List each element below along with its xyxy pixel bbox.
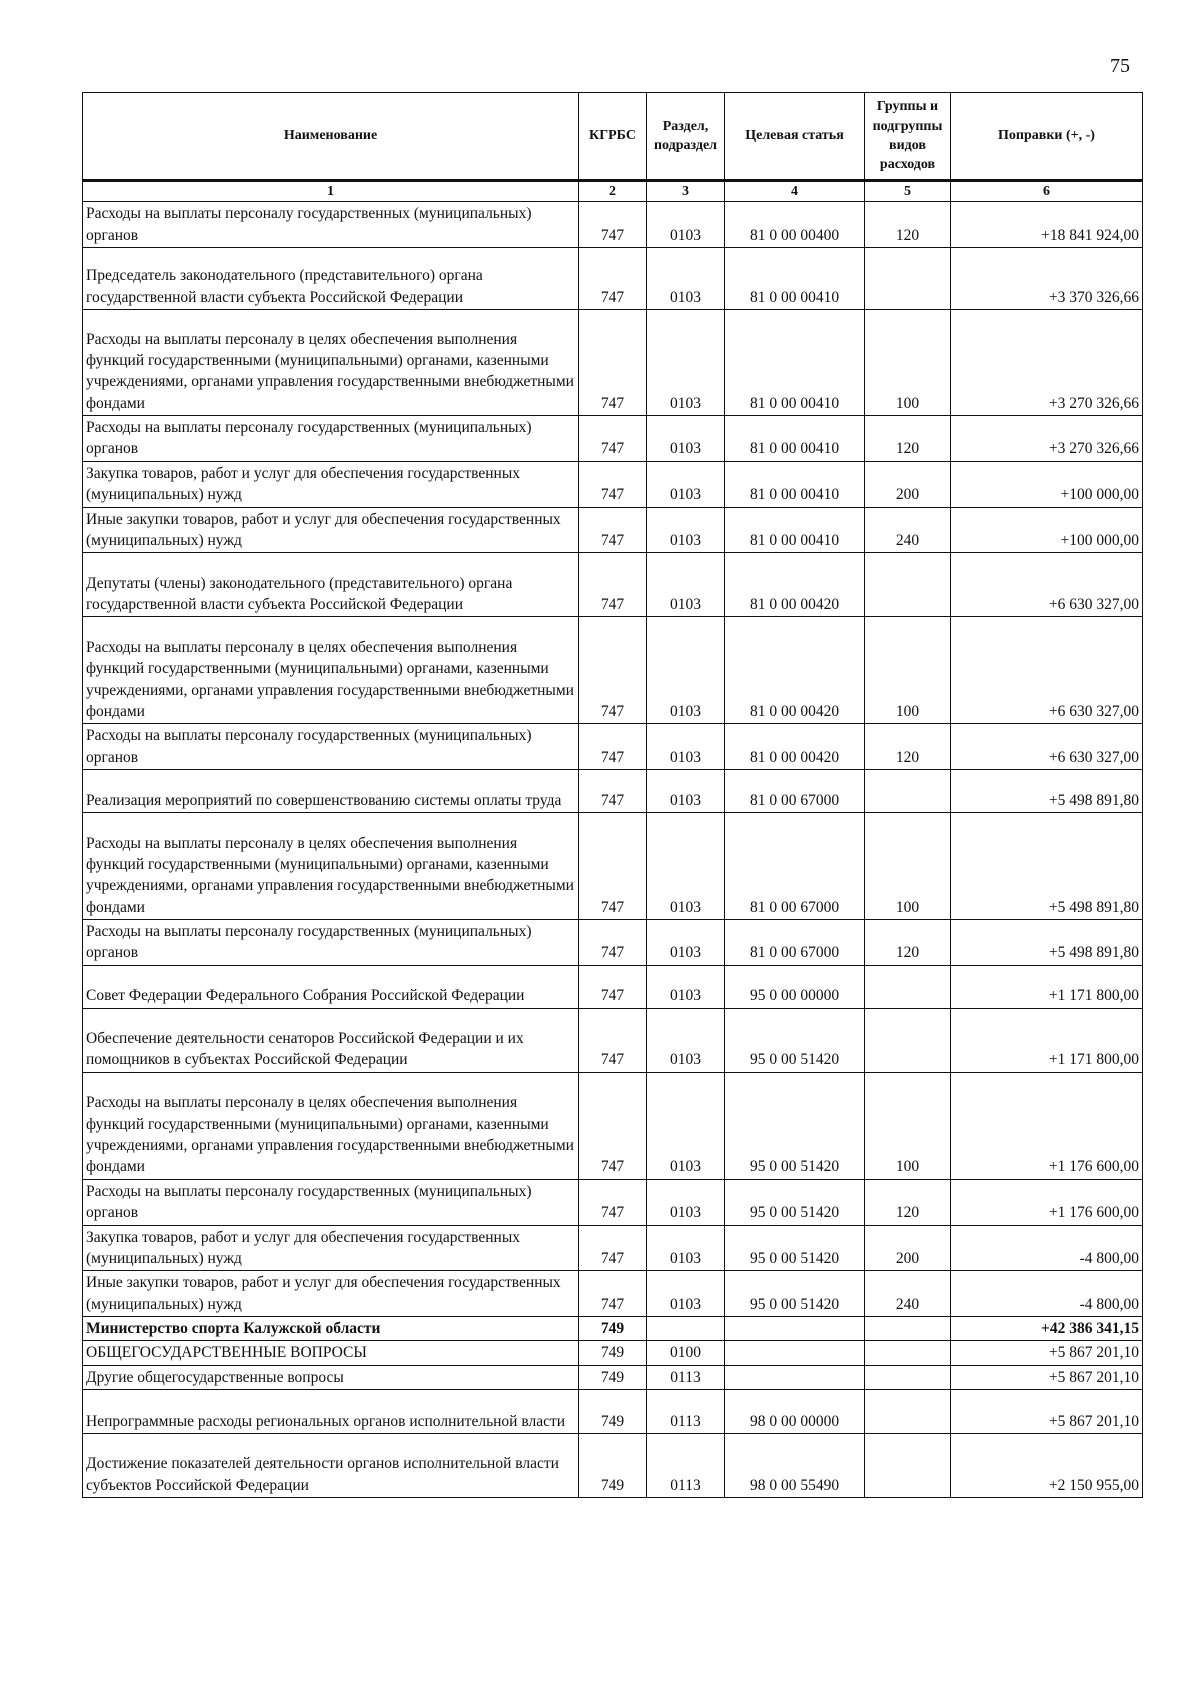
row-group: 240: [865, 1271, 951, 1317]
row-kgrbs: 747: [579, 965, 647, 1008]
row-kgrbs: 749: [579, 1434, 647, 1498]
row-name: Иные закупки товаров, работ и услуг для обеспечения государственных (муниципальных) нужд: [83, 1271, 579, 1317]
row-target: 81 0 00 00420: [725, 553, 865, 617]
row-group: 100: [865, 617, 951, 724]
row-group: [865, 770, 951, 813]
row-target: 81 0 00 00410: [725, 416, 865, 462]
page-number: 75: [1110, 55, 1130, 77]
row-kgrbs: 747: [579, 1072, 647, 1179]
row-group: 120: [865, 724, 951, 770]
row-section: 0103: [647, 507, 725, 553]
row-target: 81 0 00 67000: [725, 920, 865, 966]
row-kgrbs: 747: [579, 1179, 647, 1225]
header-groups: Группы и подгруппы видов расходов: [865, 93, 951, 181]
header-name: Наименование: [83, 93, 579, 181]
row-target: 81 0 00 00400: [725, 202, 865, 248]
row-section: 0103: [647, 813, 725, 920]
header-section: Раздел, подраздел: [647, 93, 725, 181]
table-row: [83, 1008, 1143, 1072]
column-number: 5: [865, 181, 951, 202]
row-group: [865, 965, 951, 1008]
row-target: [725, 1365, 865, 1389]
row-group: [865, 1365, 951, 1389]
row-group: 200: [865, 461, 951, 507]
row-section: 0103: [647, 770, 725, 813]
row-kgrbs: 747: [579, 1271, 647, 1317]
row-kgrbs: 747: [579, 416, 647, 462]
row-kgrbs: 749: [579, 1317, 647, 1341]
table-row: [83, 1072, 1143, 1179]
table-row: [83, 724, 1143, 770]
row-name: Иные закупки товаров, работ и услуг для обеспечения государственных (муниципальных) нужд: [83, 507, 579, 553]
row-name: Расходы на выплаты персоналу государственных (муниципальных) органов: [83, 1179, 579, 1225]
row-name: Председатель законодательного (представительного) органа государственной власти субъекта Российской Федерации: [83, 248, 579, 310]
table-row: [83, 1390, 1143, 1434]
row-name: Расходы на выплаты персоналу в целях обеспечения выполнения функций государственными (муниципальными) органами, казенными учреждениями, органами управления государственными внебюджетными фондами: [83, 617, 579, 724]
row-target: 98 0 00 00000: [725, 1390, 865, 1434]
table-row: [83, 617, 1143, 724]
row-amount: +1 171 800,00: [951, 965, 1143, 1008]
row-amount: +42 386 341,15: [951, 1317, 1143, 1341]
row-target: 95 0 00 51420: [725, 1271, 865, 1317]
row-amount: +3 370 326,66: [951, 248, 1143, 310]
row-name: Закупка товаров, работ и услуг для обеспечения государственных (муниципальных) нужд: [83, 1225, 579, 1271]
row-section: 0103: [647, 1008, 725, 1072]
row-section: 0103: [647, 1179, 725, 1225]
column-number: 2: [579, 181, 647, 202]
row-group: 100: [865, 1072, 951, 1179]
row-kgrbs: 749: [579, 1390, 647, 1434]
column-numbers-row: [83, 181, 1143, 202]
row-name: Расходы на выплаты персоналу в целях обеспечения выполнения функций государственными (муниципальными) органами, казенными учреждениями, органами управления государственными внебюджетными фондами: [83, 310, 579, 416]
row-target: 81 0 00 67000: [725, 813, 865, 920]
row-target: 81 0 00 00420: [725, 617, 865, 724]
row-section: 0103: [647, 1225, 725, 1271]
row-amount: +5 498 891,80: [951, 813, 1143, 920]
row-target: 81 0 00 00410: [725, 248, 865, 310]
row-section: 0103: [647, 617, 725, 724]
row-amount: +6 630 327,00: [951, 617, 1143, 724]
row-name: Расходы на выплаты персоналу в целях обеспечения выполнения функций государственными (муниципальными) органами, казенными учреждениями, органами управления государственными внебюджетными фондами: [83, 1072, 579, 1179]
header-amendments: Поправки (+, -): [951, 93, 1143, 181]
table-row: [83, 310, 1143, 416]
table-row: [83, 920, 1143, 966]
row-target: 95 0 00 51420: [725, 1008, 865, 1072]
row-group: 100: [865, 813, 951, 920]
row-group: 120: [865, 416, 951, 462]
row-kgrbs: 749: [579, 1365, 647, 1389]
row-group: 120: [865, 202, 951, 248]
row-target: 95 0 00 51420: [725, 1179, 865, 1225]
row-kgrbs: 747: [579, 617, 647, 724]
row-amount: +1 171 800,00: [951, 1008, 1143, 1072]
row-group: [865, 1390, 951, 1434]
row-group: [865, 1008, 951, 1072]
row-amount: +1 176 600,00: [951, 1072, 1143, 1179]
column-number: 3: [647, 181, 725, 202]
row-amount: +100 000,00: [951, 507, 1143, 553]
table-row: [83, 1179, 1143, 1225]
header-target: Целевая статья: [725, 93, 865, 181]
table-row: [83, 1365, 1143, 1389]
row-kgrbs: 747: [579, 724, 647, 770]
row-kgrbs: 747: [579, 202, 647, 248]
budget-amendments-table: [82, 92, 1143, 1498]
row-amount: +1 176 600,00: [951, 1179, 1143, 1225]
row-amount: +5 498 891,80: [951, 770, 1143, 813]
row-section: 0103: [647, 202, 725, 248]
row-target: 81 0 00 00410: [725, 310, 865, 416]
row-target: 81 0 00 00420: [725, 724, 865, 770]
row-section: 0103: [647, 920, 725, 966]
row-group: 200: [865, 1225, 951, 1271]
row-section: 0113: [647, 1434, 725, 1498]
row-section: 0103: [647, 1271, 725, 1317]
table-row: [83, 965, 1143, 1008]
header-kgrbs: КГРБС: [579, 93, 647, 181]
table-row: [83, 202, 1143, 248]
row-name: Достижение показателей деятельности органов исполнительной власти субъектов Российской Федерации: [83, 1434, 579, 1498]
row-name: Расходы на выплаты персоналу государственных (муниципальных) органов: [83, 416, 579, 462]
row-group: 100: [865, 310, 951, 416]
row-group: 240: [865, 507, 951, 553]
column-number: 4: [725, 181, 865, 202]
row-name: ОБЩЕГОСУДАРСТВЕННЫЕ ВОПРОСЫ: [83, 1341, 579, 1365]
row-kgrbs: 747: [579, 1225, 647, 1271]
row-amount: +5 498 891,80: [951, 920, 1143, 966]
row-target: 95 0 00 00000: [725, 965, 865, 1008]
table-row: [83, 1225, 1143, 1271]
column-number: 6: [951, 181, 1143, 202]
row-target: 95 0 00 51420: [725, 1072, 865, 1179]
row-section: 0103: [647, 310, 725, 416]
row-amount: +100 000,00: [951, 461, 1143, 507]
row-section: 0113: [647, 1390, 725, 1434]
row-amount: +5 867 201,10: [951, 1341, 1143, 1365]
table-row: [83, 416, 1143, 462]
row-target: 81 0 00 00410: [725, 507, 865, 553]
row-name: Непрограммные расходы региональных органов исполнительной власти: [83, 1390, 579, 1434]
row-section: 0113: [647, 1365, 725, 1389]
row-target: [725, 1317, 865, 1341]
row-amount: +3 270 326,66: [951, 310, 1143, 416]
row-target: 81 0 00 67000: [725, 770, 865, 813]
table-row: [83, 461, 1143, 507]
row-section: 0103: [647, 1072, 725, 1179]
row-target: 95 0 00 51420: [725, 1225, 865, 1271]
row-section: 0103: [647, 553, 725, 617]
row-name: Реализация мероприятий по совершенствованию системы оплаты труда: [83, 770, 579, 813]
row-name: Расходы на выплаты персоналу государственных (муниципальных) органов: [83, 724, 579, 770]
column-number: 1: [83, 181, 579, 202]
row-kgrbs: 747: [579, 813, 647, 920]
row-section: 0103: [647, 248, 725, 310]
table-row: [83, 553, 1143, 617]
table-row: [83, 1271, 1143, 1317]
row-section: 0103: [647, 461, 725, 507]
table-row: [83, 248, 1143, 310]
row-amount: -4 800,00: [951, 1271, 1143, 1317]
row-name: Совет Федерации Федерального Собрания Российской Федерации: [83, 965, 579, 1008]
row-group: [865, 248, 951, 310]
row-name: Расходы на выплаты персоналу государственных (муниципальных) органов: [83, 920, 579, 966]
row-group: [865, 1317, 951, 1341]
row-kgrbs: 747: [579, 770, 647, 813]
row-amount: +18 841 924,00: [951, 202, 1143, 248]
row-section: 0100: [647, 1341, 725, 1365]
table-row: [83, 1434, 1143, 1498]
table-row: [83, 813, 1143, 920]
row-section: 0103: [647, 965, 725, 1008]
row-kgrbs: 749: [579, 1341, 647, 1365]
table-row: [83, 507, 1143, 553]
row-name: Другие общегосударственные вопросы: [83, 1365, 579, 1389]
row-group: 120: [865, 920, 951, 966]
table-row: [83, 1317, 1143, 1341]
row-kgrbs: 747: [579, 1008, 647, 1072]
row-amount: +5 867 201,10: [951, 1365, 1143, 1389]
row-amount: +5 867 201,10: [951, 1390, 1143, 1434]
table-row: [83, 770, 1143, 813]
row-group: [865, 553, 951, 617]
row-section: 0103: [647, 416, 725, 462]
row-section: 0103: [647, 724, 725, 770]
row-target: 98 0 00 55490: [725, 1434, 865, 1498]
table-row: [83, 1341, 1143, 1365]
row-section: [647, 1317, 725, 1341]
row-kgrbs: 747: [579, 310, 647, 416]
row-group: [865, 1341, 951, 1365]
row-name: Расходы на выплаты персоналу государственных (муниципальных) органов: [83, 202, 579, 248]
row-kgrbs: 747: [579, 920, 647, 966]
row-amount: +6 630 327,00: [951, 553, 1143, 617]
row-kgrbs: 747: [579, 553, 647, 617]
row-target: 81 0 00 00410: [725, 461, 865, 507]
row-name: Закупка товаров, работ и услуг для обеспечения государственных (муниципальных) нужд: [83, 461, 579, 507]
row-amount: -4 800,00: [951, 1225, 1143, 1271]
row-amount: +2 150 955,00: [951, 1434, 1143, 1498]
row-kgrbs: 747: [579, 248, 647, 310]
row-name: Министерство спорта Калужской области: [83, 1317, 579, 1341]
row-kgrbs: 747: [579, 507, 647, 553]
row-group: [865, 1434, 951, 1498]
row-name: Обеспечение деятельности сенаторов Российской Федерации и их помощников в субъектах Российской Федерации: [83, 1008, 579, 1072]
table-header-row: [83, 93, 1143, 181]
row-kgrbs: 747: [579, 461, 647, 507]
row-amount: +6 630 327,00: [951, 724, 1143, 770]
row-name: Депутаты (члены) законодательного (представительного) органа государственной власти субъекта Российской Федерации: [83, 553, 579, 617]
row-group: 120: [865, 1179, 951, 1225]
row-name: Расходы на выплаты персоналу в целях обеспечения выполнения функций государственными (муниципальными) органами, казенными учреждениями, органами управления государственными внебюджетными фондами: [83, 813, 579, 920]
row-amount: +3 270 326,66: [951, 416, 1143, 462]
row-target: [725, 1341, 865, 1365]
